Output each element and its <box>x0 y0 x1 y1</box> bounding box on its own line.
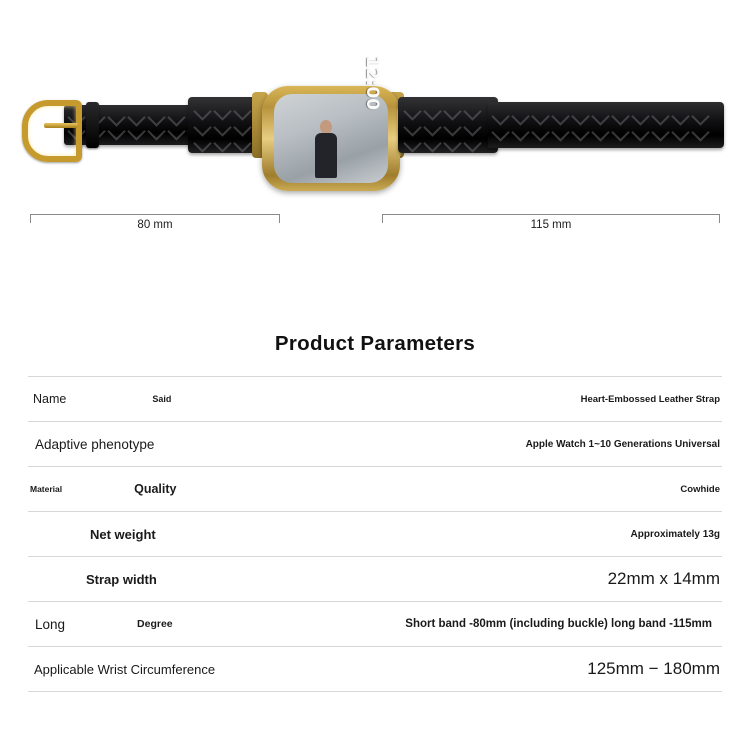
page-title: Product Parameters <box>274 332 476 355</box>
table-row <box>28 422 722 467</box>
row-value: Apple Watch 1~10 Generations Universal <box>525 438 720 450</box>
row-sublabel: Degree <box>137 618 173 630</box>
row-value: Short band -80mm (including buckle) long band -115mm <box>405 618 712 630</box>
row-label: Long <box>35 616 66 632</box>
dimension-long-band <box>382 214 720 238</box>
dimension-line <box>30 214 280 215</box>
dimension-label: 80 mm <box>137 219 173 231</box>
strap-band-right-lug <box>398 97 498 153</box>
row-label: Strap width <box>86 571 157 587</box>
row-label: Net weight <box>90 526 156 542</box>
smartwatch-case <box>262 55 400 191</box>
product-parameters-table <box>28 376 722 692</box>
row-value: 22mm x 14mm <box>607 569 720 588</box>
heart-emboss-pattern-icon <box>398 97 498 153</box>
dimension-line <box>382 214 720 215</box>
photo-head <box>320 120 332 134</box>
row-label: Adaptive phenotype <box>35 436 155 452</box>
heart-emboss-pattern-icon <box>488 102 724 148</box>
table-row <box>28 512 722 557</box>
row-label: Name <box>33 392 67 406</box>
product-image <box>0 0 750 250</box>
dimension-short-band <box>30 214 280 238</box>
strap-band-right <box>488 102 724 148</box>
strap-keeper-loop <box>86 102 99 148</box>
row-label: Applicable Wrist Circumference <box>34 661 216 677</box>
row-value: Approximately 13g <box>630 528 720 540</box>
watch-strap-illustration <box>0 55 750 198</box>
dimension-label: 115 mm <box>530 219 572 231</box>
row-value: 125mm − 180mm <box>587 659 720 678</box>
watch-screen <box>274 55 388 183</box>
strap-buckle-icon <box>22 100 82 162</box>
table-row <box>28 647 722 692</box>
watch-face-photo <box>314 120 338 178</box>
buckle-tongue-icon <box>44 123 78 128</box>
row-sublabel: Quality <box>134 482 177 496</box>
row-value: Cowhide <box>680 483 720 495</box>
table-row <box>28 467 722 512</box>
table-row <box>28 376 722 422</box>
table-row <box>28 602 722 647</box>
table-row <box>28 557 722 602</box>
row-sublabel: Said <box>152 394 172 404</box>
photo-body <box>315 133 337 178</box>
row-label: Material <box>30 484 63 494</box>
watch-face-time: 12:00 <box>362 55 382 110</box>
row-value: Heart-Embossed Leather Strap <box>580 393 720 405</box>
